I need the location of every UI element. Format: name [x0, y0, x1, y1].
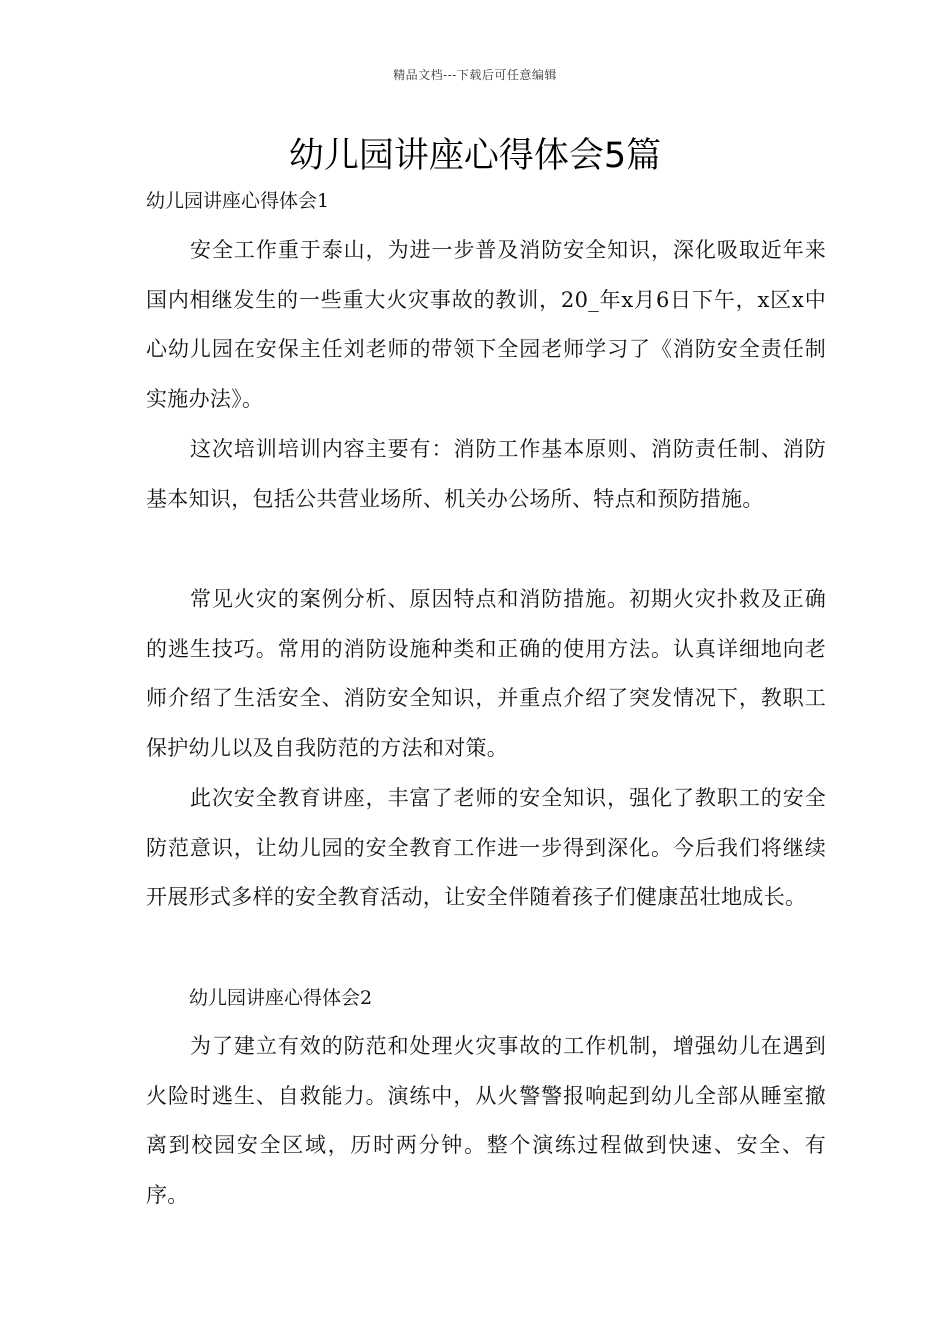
paragraph: 常见火灾的案例分析、原因特点和消防措施。初期火灾扑救及正确的逃生技巧。常用的消防设施种类和正确的使用方法。认真详细地向老师介绍了生活安全、消防安全知识，并重点介绍了突发情况下，教职工保护幼儿以及自我防范的方法和对策。 [146, 587, 826, 760]
paragraph: 为了建立有效的防范和处理火灾事故的工作机制，增强幼儿在遇到火险时逃生、自救能力。演练中，从火警警报响起到幼儿全部从睡室撤离到校园安全区域，历时两分钟。整个演练过程做到快速、安全、有序。 [146, 1034, 826, 1207]
section-heading-2: 幼儿园讲座心得体会2 [189, 987, 373, 1009]
paragraph: 安全工作重于泰山，为进一步普及消防安全知识，深化吸取近年来国内相继发生的一些重大火灾事故的教训，20_年x月6日下午，x区x中心幼儿园在安保主任刘老师的带领下全园老师学习了《消防安全责任制实施办法》。 [146, 238, 826, 411]
document-title: 幼儿园讲座心得体会5篇 [288, 136, 662, 176]
paragraph: 此次安全教育讲座，丰富了老师的安全知识，强化了教职工的安全防范意识，让幼儿园的安全教育工作进一步得到深化。今后我们将继续开展形式多样的安全教育活动，让安全伴随着孩子们健康茁壮地成长。 [146, 786, 826, 909]
paragraph: 这次培训培训内容主要有：消防工作基本原则、消防责任制、消防基本知识，包括公共营业场所、机关办公场所、特点和预防措施。 [146, 437, 826, 511]
header-note: 精品文档---下载后可任意编辑 [393, 68, 557, 82]
section-heading-1: 幼儿园讲座心得体会1 [146, 190, 330, 212]
